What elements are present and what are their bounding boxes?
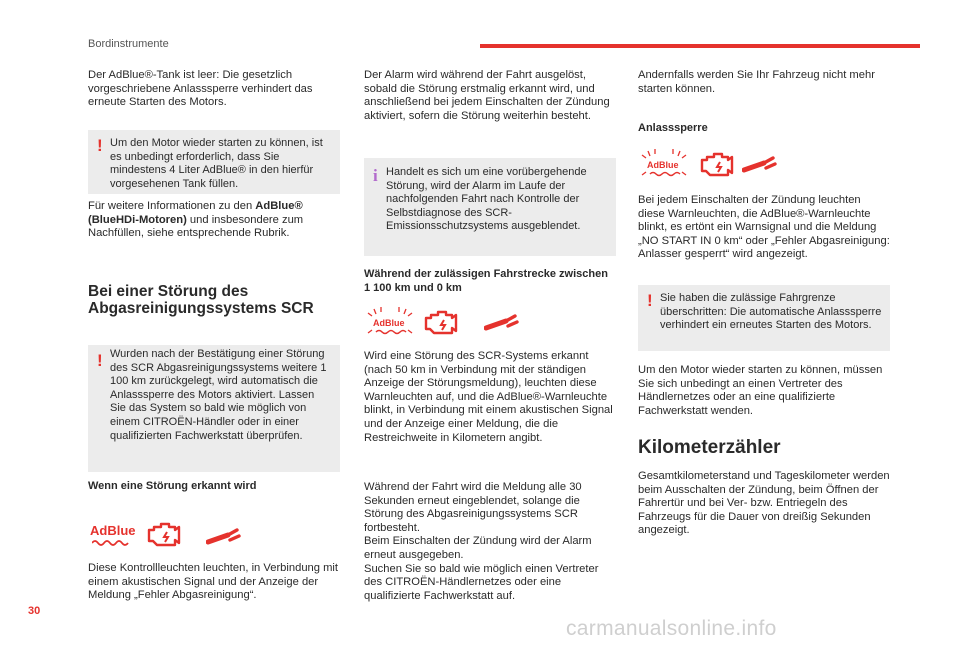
col2-subheading: Während der zulässigen Fahrstrecke zwischen 1 100 km und 0 km (364, 268, 608, 294)
page-number: 30 (28, 605, 41, 617)
col1-p2-pre: Für weitere Informationen zu den (88, 200, 256, 212)
wave-icon (92, 539, 132, 547)
col1-intro (88, 69, 340, 110)
col2-intro (364, 69, 616, 123)
col2-paragraph-3: Während der Fahrt wird die Meldung alle 30 Sekunden erneut eingeblendet, solange die Störung des Abgasreinigungssystems SCR fortbesteht. (364, 481, 582, 534)
engine-icon (145, 520, 185, 550)
wrench-icon (206, 524, 242, 550)
engine-icon (698, 150, 738, 180)
adblue-lamp-label: AdBlue (373, 318, 405, 328)
watermark: carmanualsonline.info (566, 617, 777, 640)
col2-info-box (364, 158, 616, 256)
adblue-lamp-icon (90, 522, 136, 540)
col2-paragraph-2: Wird eine Störung des SCR-Systems erkannt (nach 50 km in Verbindung mit der ständigen Anzeige der Störungsmeldung), leuchten diese Warnleuchten auf, und die AdBlue®-Warnleuchte blinkt, in Verbindung mit einem akustischen Signal und der Anzeige einer Meldung, die die Restreichweite in Kilometern angibt. (364, 350, 613, 444)
col1-warning-text-2: Wurden nach der Bestätigung einer Störung des SCR Abgasreinigungssystems weitere 1 100 km zurückgelegt, wird automatisch die Anlasssperre des Motors aktiviert. Lassen Sie das System so bald wie möglich von einem CITROËN-Händler oder in einer qualifizierten Fachwerkstatt überprüfen. (110, 348, 327, 442)
col3-paragraph-1: Andernfalls werden Sie Ihr Fahrzeug nicht mehr starten können. (638, 69, 875, 95)
col2-paragraph-1: Der Alarm wird während der Fahrt ausgelöst, sobald die Störung erstmalig erkannt wird, und anschließend bei jedem Einschalten der Zündung aktiviert, sofern die Störung weiterhin besteht. (364, 69, 610, 122)
adblue-lamp-label: AdBlue (90, 523, 136, 538)
adblue-lamp-label: AdBlue (647, 160, 679, 170)
col3-warning-lamps (638, 148, 798, 184)
col2-paragraph-5: Suchen Sie so bald wie möglich einen Vertreter des CITROËN-Händlernetzes oder eine qualifizierte Fachwerkstatt auf. (364, 562, 599, 602)
engine-icon (422, 308, 462, 338)
info-icon: i (373, 166, 378, 185)
warning-icon: ! (97, 136, 103, 155)
warning-icon: ! (97, 351, 103, 370)
col1-warning-text-1: Um den Motor wieder starten zu können, ist es unbedingt erforderlich, dass Sie mindestens 4 Liter AdBlue® in den hierfür vorgesehenen Tank füllen. (110, 137, 323, 190)
col1-paragraph-1: Der AdBlue®-Tank ist leer: Die gesetzlich vorgeschriebene Anlasssperre verhindert das erneute Starten des Motors. (88, 69, 313, 109)
col3-paragraph-3: Um den Motor wieder starten zu können, müssen Sie sich unbedingt an einen Vertreter des Händlernetzes oder an eine qualifizierte Fachwerkstatt wenden. (638, 364, 883, 417)
col3-body (638, 194, 890, 262)
col1-lamp-description (88, 562, 340, 603)
col3-paragraph-2: Bei jedem Einschalten der Zündung leuchten diese Warnleuchten, die AdBlue®-Warnleuchte blinkt, es ertönt ein Warnsignal und die Meldung „NO START IN 0 km“ oder „Fehler Abgasreinigung: Anlasser gesperrt“ wird angezeigt. (638, 194, 890, 261)
col3-paragraph-4: Gesamtkilometerstand und Tageskilometer werden beim Ausschalten der Zündung, beim Öffnen der Fahrertür und bei Ver- bzw. Entriegeln des Fahrzeugs für die Dauer von dreißig Sekunden angezeigt. (638, 470, 890, 537)
col3-intro (638, 69, 890, 96)
col1-p2-post: und insbesondere zum Nachfüllen, siehe entsprechende Rubrik. (88, 213, 304, 240)
col3-body-2 (638, 364, 890, 418)
section-label: Bordinstrumente (88, 38, 169, 50)
col3-body-3 (638, 470, 890, 538)
col3-subheading: Anlasssperre (638, 122, 708, 134)
wrench-icon (484, 310, 520, 336)
col1-warning-box-1 (88, 130, 340, 194)
col1-more-info (88, 200, 340, 241)
col3-warning-text: Sie haben die zulässige Fahrgrenze überschritten: Die automatische Anlasssperre verhindert ein erneutes Starten des Motors. (660, 292, 882, 332)
header-accent-bar (480, 44, 920, 48)
col1-section-heading: Bei einer Störung des Abgasreinigungssystems SCR (88, 283, 314, 317)
col1-p2-bold: AdBlue® (BlueHDi-Motoren) (88, 200, 303, 226)
col2-body (364, 350, 616, 445)
col2-warning-lamps (364, 306, 524, 342)
warning-icon: ! (647, 291, 653, 310)
col1-paragraph-3: Diese Kontrollleuchten leuchten, in Verbindung mit einem akustischen Signal und der Anzeige der Meldung „Fehler Abgasreinigung“. (88, 562, 339, 602)
col3-section-heading: Kilometerzähler (638, 437, 781, 458)
col3-warning-box (638, 285, 890, 351)
col1-subheading: Wenn eine Störung erkannt wird (88, 480, 257, 492)
wrench-icon (742, 152, 778, 178)
col1-warning-box-2 (88, 345, 340, 472)
col1-warning-lamps (88, 518, 248, 554)
col2-body-2 (364, 481, 616, 603)
col2-info-text: Handelt es sich um eine vorübergehende Störung, wird der Alarm im Laufe der nachfolgenden Fahrt nach Kontrolle der Selbstdiagnose des SCR-Emissionsschutzsystems ausgeblendet. (386, 166, 587, 233)
col2-paragraph-4: Beim Einschalten der Zündung wird der Alarm erneut ausgegeben. (364, 535, 592, 561)
